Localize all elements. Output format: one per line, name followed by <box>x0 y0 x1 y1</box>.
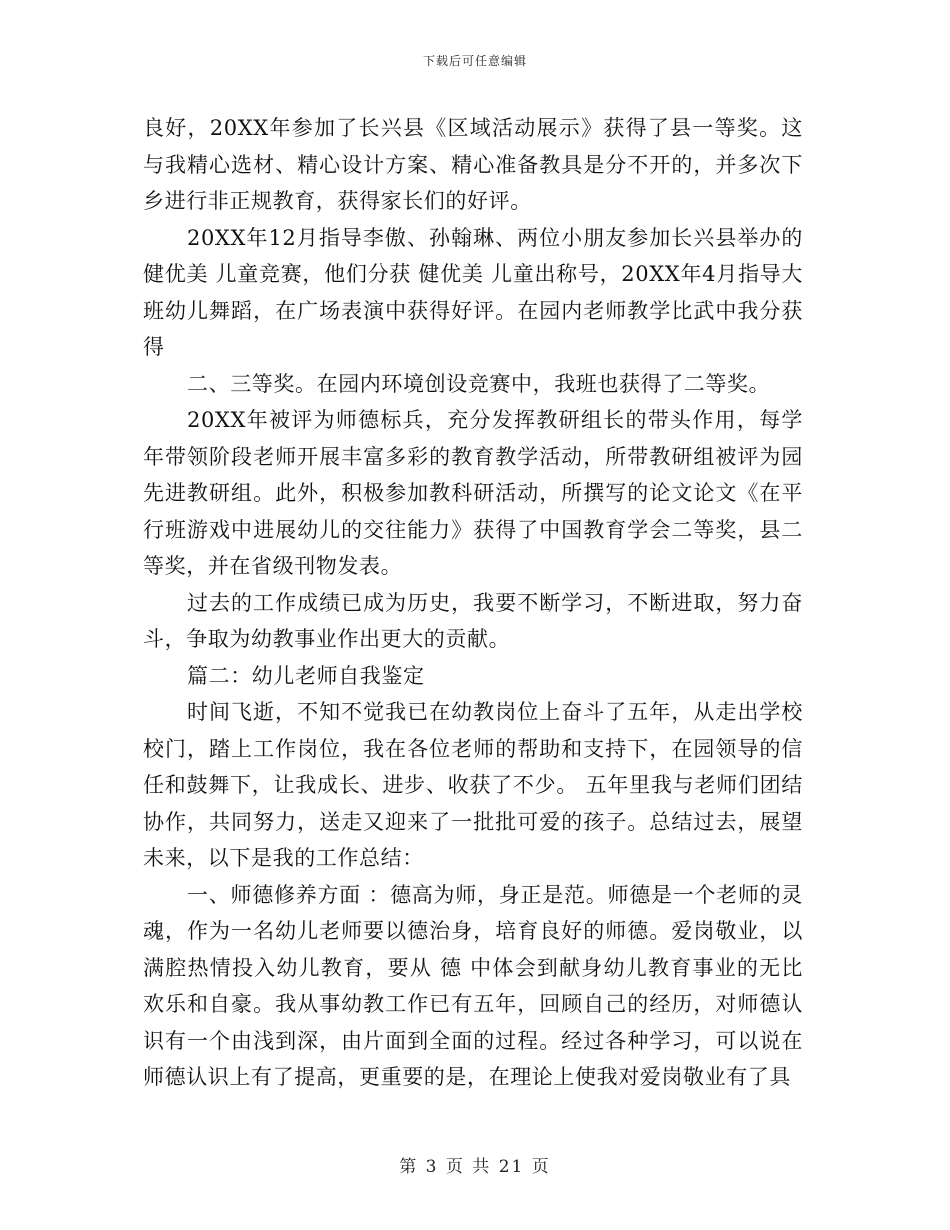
paragraph: 20XX年12月指导李傲、孙翰琳、两位小朋友参加长兴县举办的健优美 儿童竞赛，他们分获 健优美 儿童出称号，20XX年4月指导大班幼儿舞蹈，在广场表演中获得好评。在园内老师教学比武中我分获得 <box>143 225 803 359</box>
paragraph: 二、三等奖。在园内环境创设竞赛中，我班也获得了二等奖。 <box>187 371 771 396</box>
document-body <box>143 110 803 1096</box>
paragraph: 过去的工作成绩已成为历史，我要不断学习，不断进取，努力奋斗，争取为幼教事业作出更大的贡献。 <box>143 590 803 651</box>
paragraph: 时间飞逝，不知不觉我已在幼教岗位上奋斗了五年，从走出学校校门，踏上工作岗位，我在各位老师的帮助和支持下，在园领导的信任和鼓舞下，让我成长、进步、收获了不少。 五年里我与老师们团结协作，共同努力，送走又迎来了一批批可爱的孩子。总结过去，展望未来，以下是我的工作总结： <box>143 700 803 870</box>
page-header: 下载后可任意编辑 <box>422 54 527 68</box>
section-heading: 篇二：幼儿老师自我鉴定 <box>187 663 425 688</box>
paragraph: 一、师德修养方面 ：德高为师，身正是范。师德是一个老师的灵魂，作为一名幼儿老师要以德治身，培育良好的师德。爱岗敬业，以满腔热情投入幼儿教育，要从 德 中体会到献身幼儿教育事业的无比欢乐和自豪。我从事幼教工作已有五年，回顾自己的经历，对师德认识有一个由浅到深，由片面到全面的过程。经过各种学习，可以说在师德认识上有了提高，更重要的是，在理论上使我对爱岗敬业有了具 <box>143 882 803 1089</box>
page-number-footer: 第 3 页 共 21 页 <box>399 1157 551 1177</box>
paragraph: 20XX年被评为师德标兵，充分发挥教研组长的带头作用，每学年带领阶段老师开展丰富多彩的教育教学活动，所带教研组被评为园先进教研组。此外，积极参加教科研活动，所撰写的论文论文《在平行班游戏中进展幼儿的交往能力》获得了中国教育学会二等奖，县二等奖，并在省级刊物发表。 <box>143 408 803 578</box>
paragraph: 良好，20XX年参加了长兴县《区域活动展示》获得了县一等奖。这与我精心选材、精心设计方案、精心准备教具是分不开的，并多次下乡进行非正规教育，获得家长们的好评。 <box>143 116 803 213</box>
